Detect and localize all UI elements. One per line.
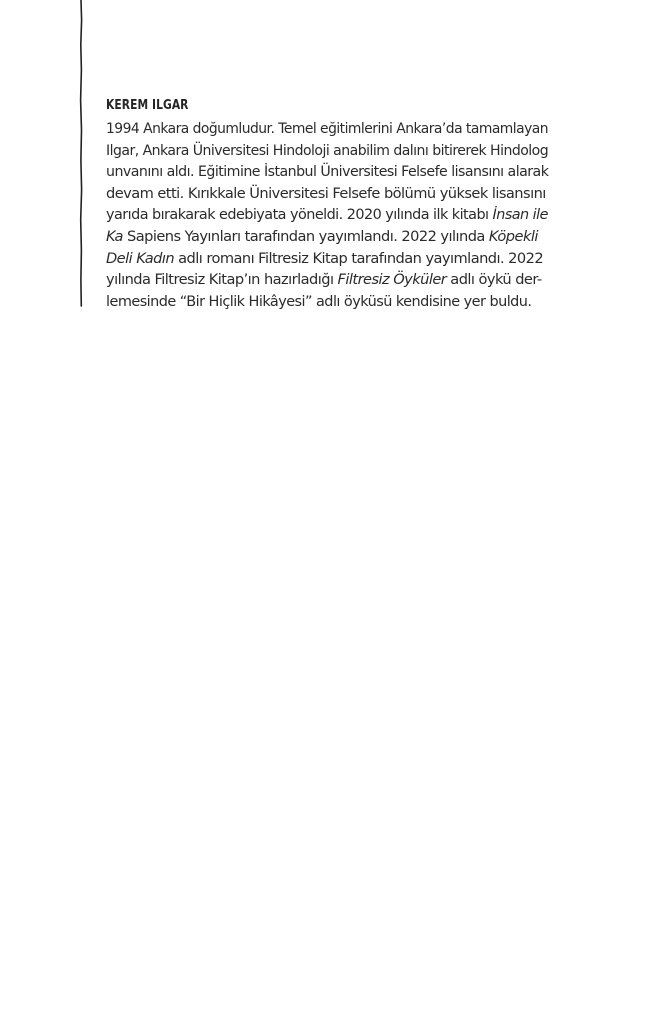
bio-line bbox=[106, 291, 544, 313]
bio-line bbox=[106, 226, 548, 248]
bio-line bbox=[106, 183, 548, 205]
bio-text-segment: Ilgar, Ankara Üniversitesi Hindoloji anabilim dalını bitirerek Hindolog bbox=[106, 141, 549, 159]
bio-text-segment: lemesinde “Bir Hiçlik Hikâyesi” adlı öyküsü kendisine yer buldu. bbox=[106, 292, 532, 310]
bio-italic-title: Deli Kadın bbox=[106, 249, 175, 267]
bio-italic-title: Filtresiz Öyküler bbox=[337, 271, 447, 289]
bio-text-segment: devam etti. Kırıkkale Üniversitesi Felsefe bölümü yüksek lisansını bbox=[106, 184, 546, 202]
bio-line bbox=[106, 204, 548, 226]
bio-text-segment: yılında Filtresiz Kitap’ın hazırladığı bbox=[106, 271, 338, 289]
bio-line bbox=[106, 140, 549, 162]
author-name: KEREM ILGAR bbox=[106, 97, 189, 113]
author-bio bbox=[106, 96, 548, 312]
bio-line bbox=[106, 118, 549, 140]
bio-text-segment: 1994 Ankara doğumludur. Temel eğitimlerini Ankara’da tamamlayan bbox=[106, 120, 549, 137]
bio-italic-title: Köpekli bbox=[488, 227, 538, 245]
bio-text-segment: yarıda bırakarak edebiyata yöneldi. 2020 yılında ilk kitabı bbox=[106, 206, 493, 224]
bio-text-segment: adlı öykü der- bbox=[446, 271, 542, 289]
bio-line bbox=[106, 269, 548, 291]
page-edge-line bbox=[74, 0, 88, 310]
bio-italic-title: İnsan ile bbox=[492, 206, 548, 224]
bio-text-segment: unvanını aldı. Eğitimine İstanbul Üniversitesi Felsefe lisansını alarak bbox=[106, 163, 549, 181]
bio-text bbox=[106, 118, 548, 312]
bio-line bbox=[106, 248, 548, 270]
bio-text-segment: adlı romanı Filtresiz Kitap tarafından yayımlandı. 2022 bbox=[174, 249, 544, 267]
bio-italic-title: Ka bbox=[106, 227, 123, 245]
bio-line bbox=[106, 161, 549, 183]
bio-text-segment: Sapiens Yayınları tarafından yayımlandı. 2022 yılında bbox=[122, 227, 489, 245]
